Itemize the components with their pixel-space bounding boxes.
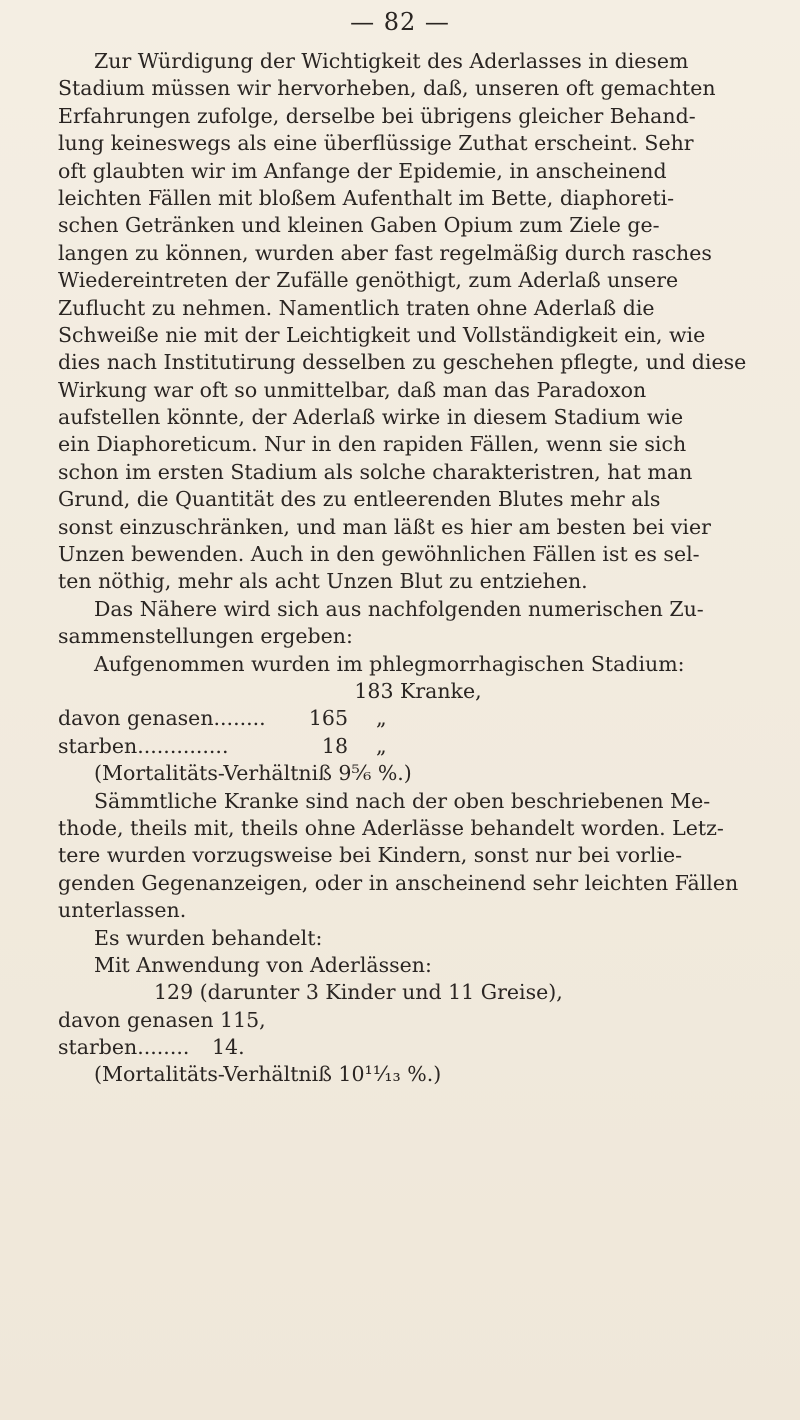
stats-cured-label: davon genasen........ bbox=[58, 706, 266, 731]
text-line: thode, theils mit, theils ohne Aderlässe behandelt worden. Letz- bbox=[58, 815, 724, 840]
stats-mortality: (Mortalitäts-Verhältniß 9⁵⁄₆ %.) bbox=[94, 761, 412, 786]
text-line: sammenstellungen ergeben: bbox=[58, 624, 353, 649]
text-line: Schweiße nie mit der Leichtigkeit und Vollständigkeit ein, wie bbox=[58, 322, 706, 347]
stats-intro: Es wurden behandelt: bbox=[94, 925, 323, 950]
stats-total bbox=[58, 678, 758, 705]
stats-died-label: starben.............. bbox=[58, 733, 229, 758]
stats-died-row bbox=[58, 733, 758, 760]
stats-cured-unit: „ bbox=[376, 706, 387, 731]
paragraph-aderlass bbox=[58, 48, 758, 651]
stats-total-value: 183 Kranke, bbox=[354, 678, 482, 703]
text-line: Zur Würdigung der Wichtigkeit des Aderlasses in diesem bbox=[94, 49, 689, 73]
stats-cured-value: 165 bbox=[308, 706, 348, 731]
text-line: Grund, die Quantität des zu entleerenden Blutes mehr als bbox=[58, 487, 661, 512]
text-line: ein Diaphoreticum. Nur in den rapiden Fällen, wenn sie sich bbox=[58, 432, 687, 457]
stats-sub: Mit Anwendung von Aderlässen: bbox=[94, 952, 432, 977]
stats-died-value: 18 bbox=[321, 733, 348, 758]
text-line: genden Gegenanzeigen, oder in anscheinend sehr leichten Fällen bbox=[58, 870, 739, 895]
text-line: langen zu können, wurden aber fast regelmäßig durch rasches bbox=[58, 240, 712, 265]
text-line: aufstellen könnte, der Aderlaß wirke in diesem Stadium wie bbox=[58, 405, 684, 430]
stats-cured: davon genasen 115, bbox=[58, 1007, 266, 1032]
statistics-aderlass bbox=[58, 925, 758, 1089]
text-line: leichten Fällen mit bloßem Aufenthalt im Bette, diaphoreti- bbox=[58, 185, 675, 210]
stats-died-value: 14. bbox=[212, 1035, 245, 1060]
text-line: Das Nähere wird sich aus nachfolgenden numerischen Zu- bbox=[94, 596, 704, 621]
text-line: Unzen bewenden. Auch in den gewöhnlichen Fällen ist es sel- bbox=[58, 542, 700, 567]
text-line: schen Getränken und kleinen Gaben Opium zum Ziele ge- bbox=[58, 213, 660, 238]
stats-died-unit: „ bbox=[376, 733, 387, 758]
stats-mortality: (Mortalitäts-Verhältniß 10¹¹⁄₁₃ %.) bbox=[94, 1062, 442, 1087]
stats-intro: Aufgenommen wurden im phlegmorrhagischen Stadium: bbox=[94, 651, 685, 676]
text-line: schon im ersten Stadium als solche charakteristren, hat man bbox=[58, 459, 693, 484]
stats-cured-row bbox=[58, 705, 758, 732]
text-line: Erfahrungen zufolge, derselbe bei übrigens gleicher Behand- bbox=[58, 103, 696, 128]
paragraph-method bbox=[58, 788, 758, 925]
text-line: Sämmtliche Kranke sind nach der oben beschriebenen Me- bbox=[94, 788, 711, 813]
text-line: tere wurden vorzugsweise bei Kindern, sonst nur bei vorlie- bbox=[58, 843, 683, 868]
text-line: lung keineswegs als eine überflüssige Zuthat erscheint. Sehr bbox=[58, 131, 694, 156]
text-line: oft glaubten wir im Anfange der Epidemie, in anscheinend bbox=[58, 158, 667, 183]
text-line: dies nach Institutirung desselben zu geschehen pflegte, und diese bbox=[58, 350, 747, 375]
statistics-phlegmorrhagic bbox=[58, 651, 758, 788]
stats-died-label: starben........ bbox=[58, 1035, 190, 1060]
stats-died-row bbox=[58, 1034, 758, 1061]
stats-total: 129 (darunter 3 Kinder und 11 Greise), bbox=[154, 980, 563, 1005]
text-line: Wirkung war oft so unmittelbar, daß man das Paradoxon bbox=[58, 377, 647, 402]
text-line: Zuflucht zu nehmen. Namentlich traten ohne Aderlaß die bbox=[58, 295, 655, 320]
text-line: sonst einzuschränken, und man läßt es hier am besten bei vier bbox=[58, 514, 711, 539]
body-text bbox=[58, 48, 758, 1089]
text-line: Wiedereintreten der Zufälle genöthigt, zum Aderlaß unsere bbox=[58, 268, 679, 293]
page-number: — 82 — bbox=[350, 8, 450, 36]
text-line: ten nöthig, mehr als acht Unzen Blut zu entziehen. bbox=[58, 569, 588, 594]
text-line: Stadium müssen wir hervorheben, daß, unseren oft gemachten bbox=[58, 76, 716, 101]
text-line: unterlassen. bbox=[58, 898, 187, 923]
